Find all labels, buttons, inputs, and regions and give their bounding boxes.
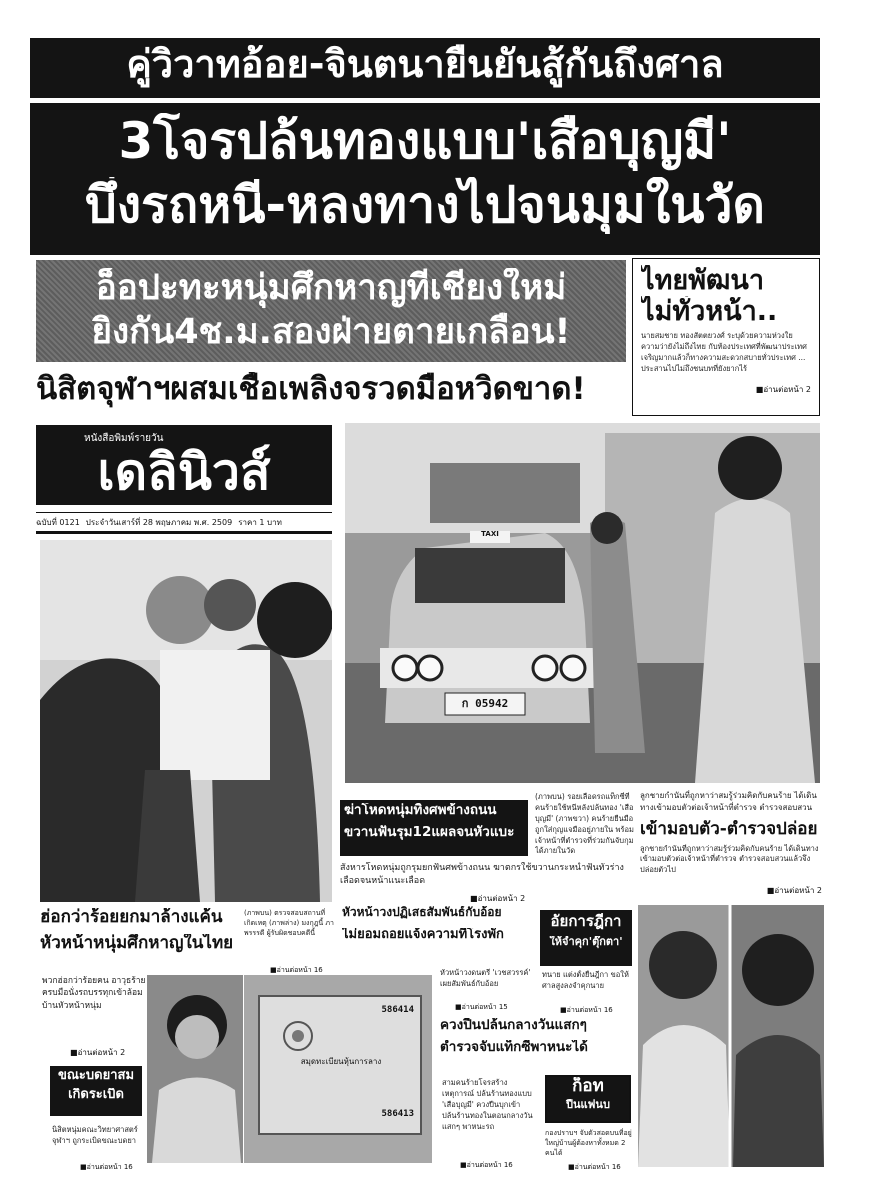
right-col-caption: (ภาพบน) รอยเลือดรถแท็กซี่ที่คนร้ายใช้หนีหลังปล้นทอง 'เสือบุญมี' (ภาพขวา) คนร้ายยืนมือถูกใส่กุญแจมืออยู่ภายใน พร้อมเจ้าหน้าที่ตำรวจที่ร่วมกันจับกุมได้ภายในวัด — [535, 792, 634, 856]
main-headline-line1: 3โจรปล้นทองแบบ'เสือบุญมี' — [118, 113, 732, 170]
right-box-story — [632, 258, 820, 416]
revenge-ref: ■ อ่านต่อหน้า 2 — [70, 1046, 125, 1059]
revenge-caption: (ภาพบน) ตรวจสอบสถานที่เกิดเหตุ (ภาพล่าง) มงกุฎนี้ ภาพรรรดี ผู้รับผิดชอบคดีนี้ — [244, 909, 334, 938]
grey-headline-line2: ยิงกัน4ช.ม.สองฝ่ายตายเกลื่อน! — [91, 312, 571, 353]
court-head-line1: อัยการฎีกา — [550, 913, 622, 930]
document-number-2: 586413 — [381, 1109, 414, 1119]
photo-family — [40, 540, 332, 902]
right-box-body: นายสมชาย ทองสัตตยวงศ์ ระบุด้วยความห่วงใย ความว่ายังไม่ถึงไทย กับท้องประเทศที่พัฒนาประเทศ เจริญมากแล้วก็ทางความสะดวกสบายทั่วประเทศ ... ประสานไปไม่ถึงชนบทที่ยังยากไร้ — [641, 331, 807, 373]
explosion-head-line2: เกิดระเบิด — [68, 1087, 124, 1102]
document-title: สมุดทะเบียนหุ้นการลาง — [300, 1057, 382, 1066]
release-head: เข้ามอบตัว-ตำรวจปล่อย — [640, 820, 818, 839]
masthead-tagline: หนังสือพิมพ์รายวัน — [84, 433, 164, 444]
masthead-price: ราคา 1 บาท — [238, 517, 282, 527]
revenge-body: พวกฮ่อกว่าร้อยคน อาวุธร้ายครบมือนั่งรถบรรทุกเข้าล้อมบ้านหัวหน้าหนุ่ม — [42, 976, 146, 1011]
masthead-dateline — [36, 512, 332, 534]
refuse-body: หัวหน้าวงดนตรี 'เวชสวรรค์' เผยสัมพันธ์กับอ้อย — [440, 968, 531, 988]
revenge-head-line1: ฮ่อกว่าร้อยยกมาล้างแค้น — [40, 908, 223, 927]
court-ref: ■ อ่านต่อหน้า 16 — [560, 1005, 613, 1016]
document-sheet — [258, 995, 422, 1135]
masthead — [36, 425, 332, 505]
photo-suspects — [638, 905, 824, 1167]
taxi-plate: ก 05942 — [461, 697, 509, 710]
photo-family-drawing — [40, 540, 332, 902]
photo-document — [244, 975, 432, 1163]
grey-headline-block — [36, 260, 626, 362]
murder-head-line2: ขวานฟันรุม12แผลจนหัวแบะ — [344, 824, 515, 840]
photo-woman-drawing — [147, 975, 243, 1163]
right-box-title-line1: ไทยพัฒนา — [641, 265, 765, 296]
masthead-name: เดลินิวส์ — [97, 444, 271, 501]
court-body: ทนาย แต่งตั้งยื่นฎีกา ขอให้ศาลสูงลงจำคุกนาย — [542, 970, 629, 990]
photo-woman — [147, 975, 243, 1163]
murder-head-line1: ฆ่าโหดหนุ่มทิ้งศพข้างถนน — [344, 803, 497, 818]
gun-body: สามคนร้ายโจรสร้างเหตุการณ์ ปล้นร้านทองแบบ 'เสือบุญมี' ควงปืนบุกเข้าปล้นร้านทองในตอนกลางวันแสกๆ พาหนะรถ — [442, 1078, 533, 1131]
right-box-ref: ■ อ่านต่อหน้า 2 — [641, 383, 811, 396]
revenge-head-line2: หัวหน้าหนุ่มศึกหาญในไทย — [40, 933, 234, 953]
bottom-right-body: กองปราบฯ จับตัวสอดบนที่อยู่ใหญ่บ้านผู้ต้องหาทั้งหมด 2 คนได้ — [545, 1129, 632, 1158]
revenge-caption-ref: ■ อ่านต่อหน้า 16 — [270, 965, 323, 976]
right-box-title-line2: ไม่ทั่วหน้า.. — [641, 296, 778, 328]
masthead-issue: ฉบับที่ 0121 — [36, 517, 80, 527]
release-body: ลูกชายกำนันที่ถูกหาว่าสมรู้ร่วมคิดกับคนร้าย ได้เดินทางเข้ามอบตัวต่อเจ้าหน้าที่ตำรวจ ตำรวจสอบสวนแล้วจึงปล่อยตัวไป — [640, 843, 819, 875]
court-head-line2: ให้จำคุก'ตุ๊กตา' — [549, 936, 623, 949]
top-headline: คู่วิวาทอ้อย-จินตนายืนยันสู้กันถึงศาล — [30, 38, 820, 98]
murder-body: สังหารโหดหนุ่มถูกรุมยกฟันศพข้างถนน ฆาตกรใช้ขวานกระหน่ำฟันทั่วร่างเลือดจนหน้าแนะเลือด — [340, 863, 624, 887]
main-headline-line2: บึ่งรถหนี-หลงทางไปจนมุมในวัด — [84, 176, 766, 234]
fight-head-line2: ปืนแฟนบ — [566, 1098, 610, 1111]
gun-ref: ■ อ่านต่อหน้า 16 — [460, 1160, 513, 1171]
explosion-headline-box — [50, 1066, 142, 1116]
main-headline-block — [30, 103, 820, 255]
refuse-ref: ■ อ่านต่อหน้า 15 — [455, 1002, 508, 1013]
photo-taxi-drawing — [345, 423, 820, 783]
fight-head-line1: ก็อท — [572, 1077, 604, 1096]
court-headline-box — [540, 910, 632, 966]
murder-headline-box — [340, 800, 528, 856]
refuse-head-line1: หัวหน้าวงปฏิเสธสัมพันธ์กับอ้อย — [342, 906, 502, 919]
photo-taxi — [345, 423, 820, 783]
refuse-head-line2: ไม่ยอมถอยแจ้งความที่โรงพัก — [342, 927, 504, 942]
fight-box — [545, 1075, 631, 1123]
refuse-headline — [342, 906, 534, 962]
release-kicker: ลูกชายกำนันที่ถูกหาว่าสมรู้ร่วมคิดกับคนร้าย ได้เดินทางเข้ามอบตัวต่อเจ้าหน้าที่ตำรวจ ตำรวจสอบสวน — [640, 791, 817, 812]
document-emblem-icon — [278, 1019, 318, 1053]
grey-headline-line1: อ็อปะทะหนุ่มศึกหาญที่เชียงใหม่ — [95, 268, 567, 308]
masthead-date: ประจำวันเสาร์ที่ 28 พฤษภาคม พ.ศ. 2509 — [85, 517, 233, 527]
gun-headline — [440, 1018, 636, 1070]
murder-ref: ■ อ่านต่อหน้า 2 — [470, 892, 525, 905]
release-ref: ■ อ่านต่อหน้า 2 — [640, 884, 822, 897]
photo-suspects-drawing — [638, 905, 824, 1167]
revenge-headline — [40, 908, 240, 970]
explosion-ref: ■ อ่านต่อหน้า 16 — [80, 1162, 133, 1173]
taxi-sign: TAXI — [481, 530, 499, 538]
strip-headline: นิสิตจุฬาฯผสมเชื้อเพลิงจรวดมือหวิดขาด! — [36, 372, 586, 407]
document-number-1: 586414 — [381, 1005, 414, 1015]
release-story — [640, 790, 822, 902]
gun-head-line2: ตำรวจจับแท็กซี่พาหนะได้ — [440, 1039, 588, 1055]
explosion-body: นิสิตหนุ่มคณะวิทยาศาสตร์ จุฬาฯ ถูกระเบิดขณะบดยา — [52, 1125, 138, 1145]
gun-head-line1: ควงปืนปล้นกลางวันแสกๆ — [440, 1018, 587, 1033]
explosion-head-line1: ขณะบดยาสม — [57, 1069, 135, 1083]
bottom-right-ref: ■ อ่านต่อหน้า 16 — [568, 1162, 621, 1173]
